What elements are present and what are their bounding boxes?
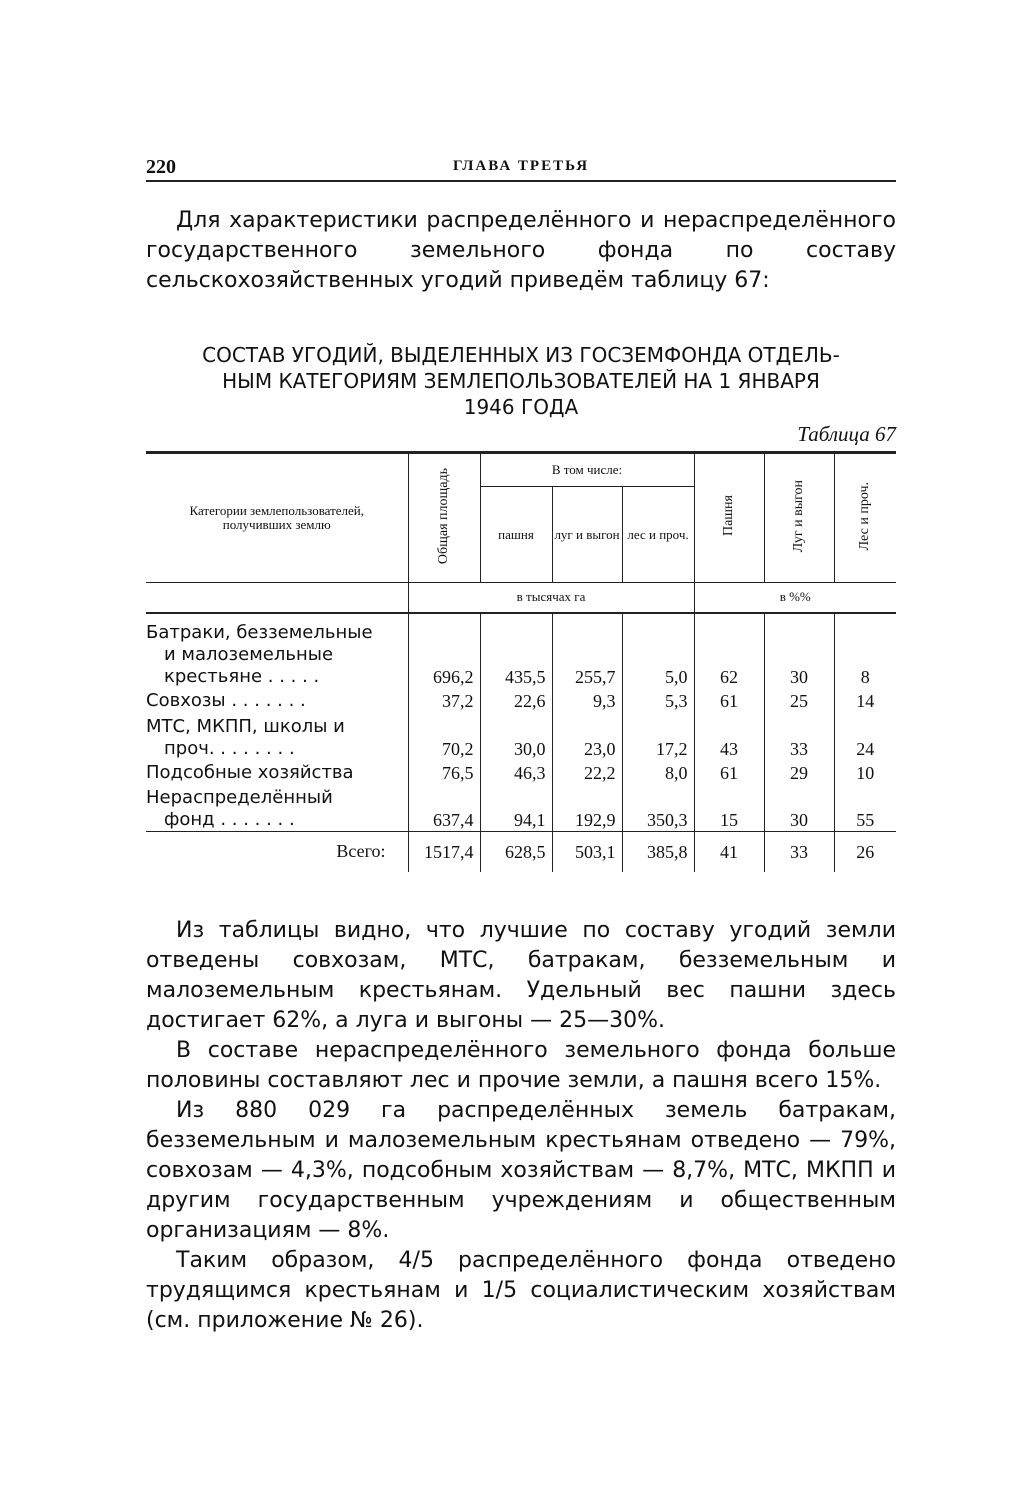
cell-pct-arable: 43: [694, 712, 764, 760]
cell-pct-meadow: 33: [764, 712, 834, 760]
book-page: [146, 150, 896, 1336]
cell-total: 70,2: [408, 712, 480, 760]
table-title-line: СОСТАВ УГОДИЙ, ВЫДЕЛЕННЫХ ИЗ ГОСЗЕМФОНДА ОТДЕЛЬ-: [202, 343, 840, 367]
cell-total: 637,4: [408, 784, 480, 832]
unit-thousand-ha: в тысячах га: [408, 583, 694, 613]
cell-total: 1517,4: [408, 832, 480, 872]
cell-arable: 46,3: [480, 760, 552, 784]
unit-percent: в %%: [694, 583, 896, 613]
row-category: Совхозы . . . . . . .: [146, 689, 306, 711]
cell-pct-meadow: 25: [764, 688, 834, 712]
cell-forest: 17,2: [622, 712, 694, 760]
cell-pct-meadow: 30: [764, 613, 834, 688]
intro-paragraph: Для характеристики распределённого и нераспределённого государственного земельного фонда по составу сельскохозяйственных угодий приведём таблицу 67:: [146, 208, 896, 293]
cell-pct-arable: 41: [694, 832, 764, 872]
pct-arable-header: Пашня: [694, 453, 764, 583]
cell-arable: 94,1: [480, 784, 552, 832]
meadow-header: луг и выгон: [552, 487, 622, 583]
table-title: [146, 342, 896, 420]
cell-pct-meadow: 29: [764, 760, 834, 784]
paragraph: Таким образом, 4/5 распределённого фонда отведено трудящимся крестьянам и 1/5 социалистическим хозяйствам (см. приложение № 26).: [146, 1247, 896, 1333]
table-row: [146, 688, 896, 712]
in-that-number-header: В том числе:: [480, 453, 694, 487]
total-row: [146, 832, 896, 872]
cell-pct-forest: 26: [834, 832, 896, 872]
cell-pct-forest: 55: [834, 784, 896, 832]
pct-forest-header: Лес и проч.: [834, 453, 896, 583]
cell-arable: 30,0: [480, 712, 552, 760]
body-text: [146, 916, 896, 1336]
cell-forest: 5,0: [622, 613, 694, 688]
total-area-header: Общая площадь: [408, 453, 480, 583]
page-number: 220: [146, 156, 176, 178]
cell-forest: 8,0: [622, 760, 694, 784]
cell-forest: 385,8: [622, 832, 694, 872]
cell-arable: 22,6: [480, 688, 552, 712]
cell-pct-arable: 61: [694, 760, 764, 784]
table-number-label: Таблица 67: [797, 422, 896, 446]
cell-pct-arable: 62: [694, 613, 764, 688]
row-category: МТС, МКПП, школы и проч. . . . . . . .: [146, 715, 345, 759]
cell-meadow: 192,9: [552, 784, 622, 832]
category-header: Категории землепользователей, получивших землю: [189, 503, 365, 532]
table-row: [146, 613, 896, 688]
cell-forest: 5,3: [622, 688, 694, 712]
cell-arable: 628,5: [480, 832, 552, 872]
table-row: [146, 784, 896, 832]
cell-meadow: 503,1: [552, 832, 622, 872]
cell-pct-meadow: 30: [764, 784, 834, 832]
table-title-line: 1946 ГОДА: [463, 395, 579, 419]
table-row: [146, 712, 896, 760]
land-composition-table: [146, 451, 896, 872]
cell-meadow: 255,7: [552, 613, 622, 688]
pct-meadow-header: Луг и выгон: [764, 453, 834, 583]
arable-header: пашня: [480, 487, 552, 583]
running-title: ГЛАВА ТРЕТЬЯ: [452, 158, 590, 174]
cell-total: 76,5: [408, 760, 480, 784]
paragraph: Из 880 029 га распределённых земель батракам, безземельным и малоземельным крестьянам отведено — 79%, совхозам — 4,3%, подсобным хозяйствам — 8,7%, МТС, МКПП и другим государственным учреждениям и общественным организациям — 8%.: [146, 1097, 896, 1243]
row-category: Нераспределённый фонд . . . . . . .: [146, 787, 333, 830]
cell-pct-forest: 10: [834, 760, 896, 784]
page-header: [146, 150, 896, 182]
cell-pct-forest: 14: [834, 688, 896, 712]
cell-pct-meadow: 33: [764, 832, 834, 872]
cell-pct-forest: 8: [834, 613, 896, 688]
table-title-line: НЫМ КАТЕГОРИЯМ ЗЕМЛЕПОЛЬЗОВАТЕЛЕЙ НА 1 ЯНВАРЯ: [222, 369, 820, 393]
cell-forest: 350,3: [622, 784, 694, 832]
row-category: Подсобные хозяйства: [146, 761, 354, 783]
cell-pct-arable: 15: [694, 784, 764, 832]
cell-arable: 435,5: [480, 613, 552, 688]
paragraph: Из таблицы видно, что лучшие по составу угодий земли отведены совхозам, МТС, батракам, безземельным и малоземельным крестьянам. Удельный вес пашни здесь достигает 62%, а луга и выгоны — 25—30%.: [146, 917, 896, 1033]
cell-pct-arable: 61: [694, 688, 764, 712]
cell-meadow: 9,3: [552, 688, 622, 712]
cell-total: 37,2: [408, 688, 480, 712]
cell-meadow: 22,2: [552, 760, 622, 784]
total-label: Всего:: [336, 841, 386, 862]
table-row: [146, 760, 896, 784]
cell-meadow: 23,0: [552, 712, 622, 760]
row-category: Батраки, безземельные и малоземельные крестьяне . . . . .: [146, 621, 373, 687]
cell-pct-forest: 24: [834, 712, 896, 760]
cell-total: 696,2: [408, 613, 480, 688]
paragraph: В составе нераспределённого земельного фонда больше половины составляют лес и прочие земли, а пашня всего 15%.: [146, 1037, 896, 1093]
forest-header: лес и проч.: [622, 487, 694, 583]
